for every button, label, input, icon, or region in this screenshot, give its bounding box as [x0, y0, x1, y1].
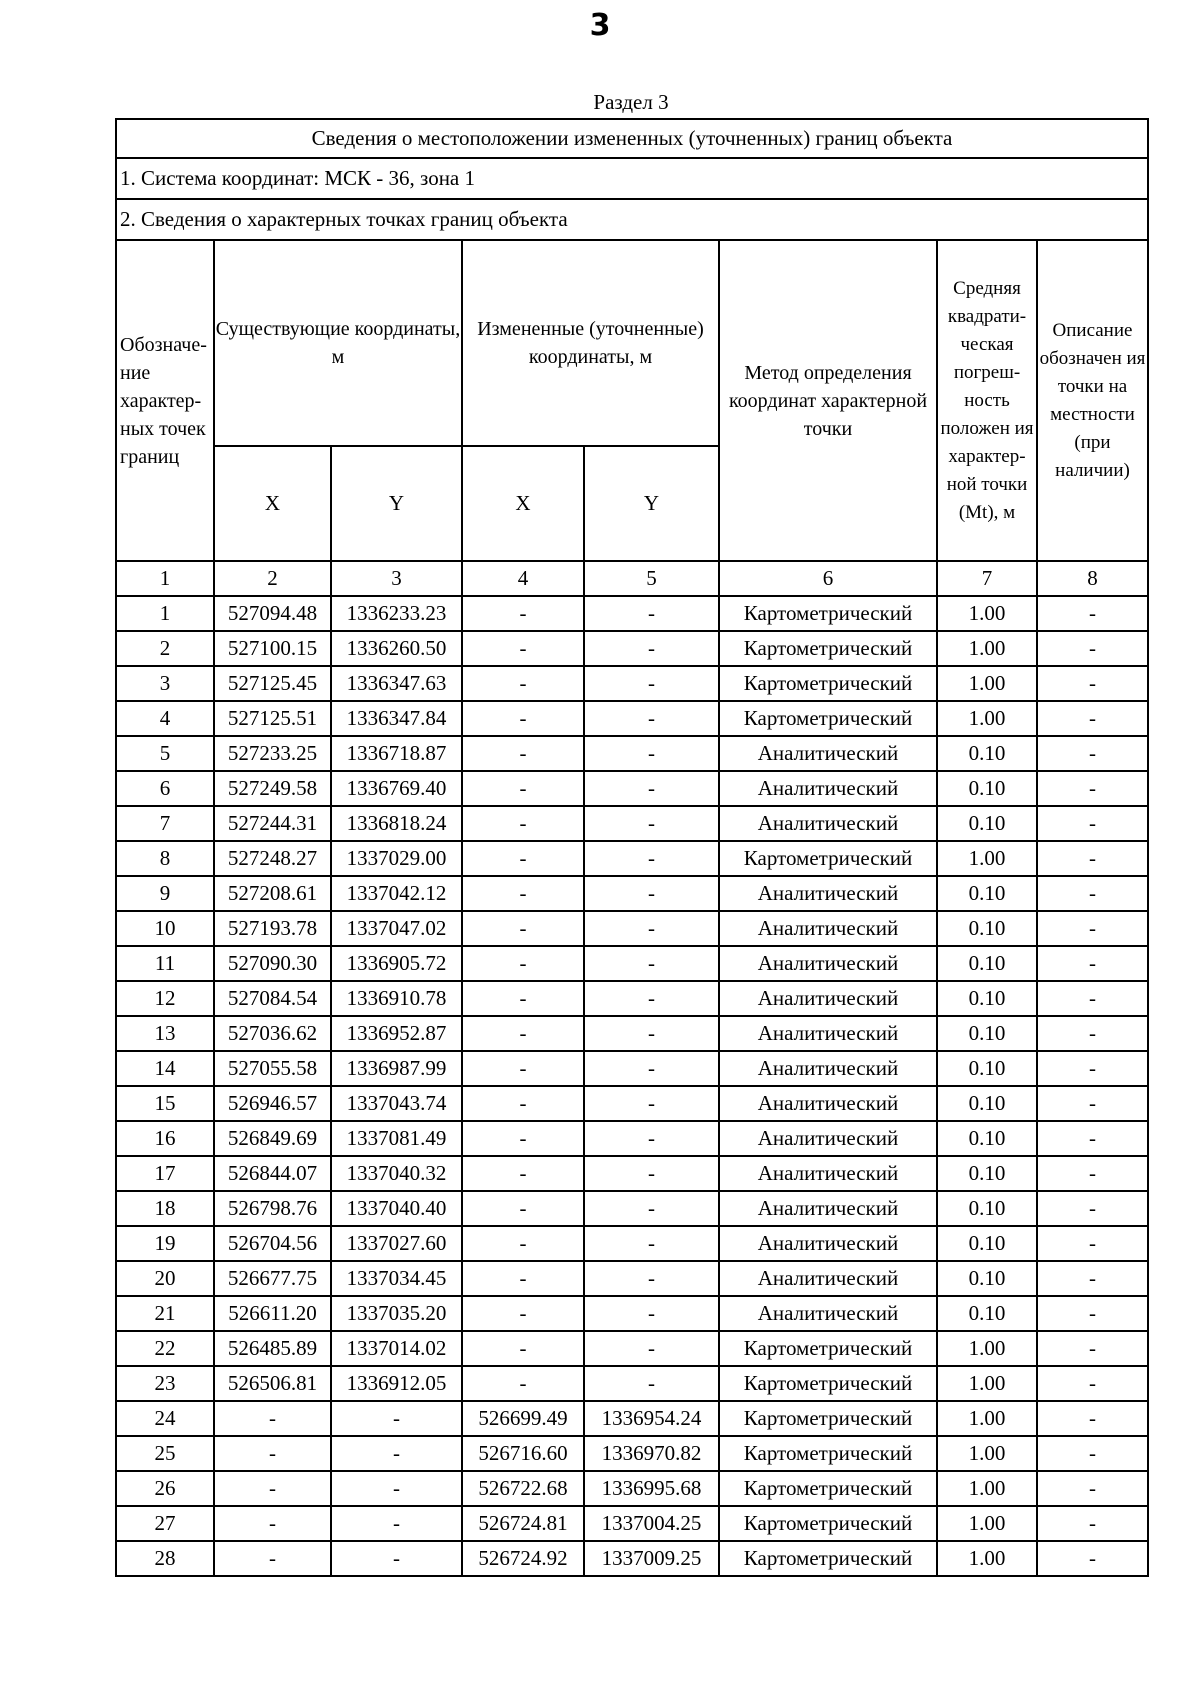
changed-x-cell: 526716.60 [462, 1436, 584, 1471]
changed-y-cell: - [584, 1261, 719, 1296]
rms-error-cell: 0.10 [937, 1261, 1037, 1296]
description-cell: - [1037, 1541, 1148, 1576]
column-number: 4 [462, 561, 584, 596]
rms-error-cell: 0.10 [937, 1226, 1037, 1261]
section-title: Раздел 3 [593, 90, 669, 114]
point-number-cell: 2 [116, 631, 214, 666]
existing-y-cell: 1337042.12 [331, 876, 462, 911]
changed-x-cell: 526724.81 [462, 1506, 584, 1541]
existing-y-cell: 1336347.84 [331, 701, 462, 736]
method-cell: Аналитический [719, 1156, 937, 1191]
changed-x-cell: - [462, 911, 584, 946]
method-cell: Аналитический [719, 736, 937, 771]
table-row [116, 1051, 1148, 1086]
table-row [116, 1401, 1148, 1436]
existing-x-cell: 526485.89 [214, 1331, 331, 1366]
changed-y-cell: - [584, 1086, 719, 1121]
point-number-cell: 5 [116, 736, 214, 771]
changed-x-cell: 526724.92 [462, 1541, 584, 1576]
changed-x-cell: - [462, 1156, 584, 1191]
description-cell: - [1037, 1226, 1148, 1261]
description-cell: - [1037, 1121, 1148, 1156]
rms-error-cell: 0.10 [937, 736, 1037, 771]
existing-x-cell: 526677.75 [214, 1261, 331, 1296]
rms-error-cell: 1.00 [937, 1401, 1037, 1436]
header-designation: Обозначе-ние характер-ных точек границ [116, 240, 214, 561]
table-row [116, 1506, 1148, 1541]
existing-y-cell: 1336952.87 [331, 1016, 462, 1051]
table-row [116, 771, 1148, 806]
method-cell: Аналитический [719, 771, 937, 806]
point-number-cell: 20 [116, 1261, 214, 1296]
existing-x-cell: 527090.30 [214, 946, 331, 981]
table-row [116, 1366, 1148, 1401]
changed-x-cell: - [462, 666, 584, 701]
changed-x-cell: - [462, 1016, 584, 1051]
changed-y-cell: 1337009.25 [584, 1541, 719, 1576]
method-cell: Аналитический [719, 981, 937, 1016]
rms-error-cell: 0.10 [937, 981, 1037, 1016]
method-cell: Аналитический [719, 1191, 937, 1226]
rms-error-cell: 0.10 [937, 1156, 1037, 1191]
existing-x-cell: 527208.61 [214, 876, 331, 911]
changed-y-cell: - [584, 1366, 719, 1401]
point-number-cell: 13 [116, 1016, 214, 1051]
column-number: 1 [116, 561, 214, 596]
existing-x-cell: - [214, 1471, 331, 1506]
description-cell: - [1037, 1016, 1148, 1051]
existing-x-cell: 527248.27 [214, 841, 331, 876]
coordinate-system: 1. Система координат: МСК - 36, зона 1 [116, 158, 1148, 199]
description-cell: - [1037, 1156, 1148, 1191]
point-number-cell: 19 [116, 1226, 214, 1261]
description-cell: - [1037, 806, 1148, 841]
changed-y-cell: - [584, 771, 719, 806]
rms-error-cell: 1.00 [937, 631, 1037, 666]
existing-x-cell: - [214, 1541, 331, 1576]
column-number: 5 [584, 561, 719, 596]
changed-x-cell: - [462, 1261, 584, 1296]
rms-error-cell: 1.00 [937, 1471, 1037, 1506]
method-cell: Картометрический [719, 701, 937, 736]
column-number: 8 [1037, 561, 1148, 596]
existing-y-cell: 1337043.74 [331, 1086, 462, 1121]
existing-x-cell: - [214, 1436, 331, 1471]
point-number-cell: 22 [116, 1331, 214, 1366]
description-cell: - [1037, 981, 1148, 1016]
existing-y-cell: 1336260.50 [331, 631, 462, 666]
rms-error-cell: 0.10 [937, 946, 1037, 981]
rms-error-cell: 0.10 [937, 1121, 1037, 1156]
changed-y-cell: - [584, 1191, 719, 1226]
existing-y-cell: 1337029.00 [331, 841, 462, 876]
existing-x-cell: 527193.78 [214, 911, 331, 946]
rms-error-cell: 0.10 [937, 911, 1037, 946]
rms-error-cell: 0.10 [937, 876, 1037, 911]
point-number-cell: 10 [116, 911, 214, 946]
method-cell: Картометрический [719, 666, 937, 701]
existing-y-cell: 1337040.40 [331, 1191, 462, 1226]
description-cell: - [1037, 1436, 1148, 1471]
existing-x-cell: 526798.76 [214, 1191, 331, 1226]
existing-y-cell: 1337034.45 [331, 1261, 462, 1296]
table-row [116, 911, 1148, 946]
description-cell: - [1037, 1261, 1148, 1296]
existing-y-cell: - [331, 1541, 462, 1576]
rms-error-cell: 0.10 [937, 1296, 1037, 1331]
method-cell: Аналитический [719, 1296, 937, 1331]
table-row [116, 1471, 1148, 1506]
description-cell: - [1037, 1051, 1148, 1086]
table-row [116, 596, 1148, 631]
description-cell: - [1037, 666, 1148, 701]
changed-x-cell: - [462, 1086, 584, 1121]
table-row [116, 1436, 1148, 1471]
description-cell: - [1037, 1506, 1148, 1541]
description-cell: - [1037, 1471, 1148, 1506]
table-row [116, 1331, 1148, 1366]
rms-error-cell: 0.10 [937, 806, 1037, 841]
point-number-cell: 9 [116, 876, 214, 911]
method-cell: Картометрический [719, 1401, 937, 1436]
method-cell: Картометрический [719, 1331, 937, 1366]
point-number-cell: 1 [116, 596, 214, 631]
changed-x-cell: - [462, 946, 584, 981]
point-number-cell: 24 [116, 1401, 214, 1436]
description-cell: - [1037, 1331, 1148, 1366]
existing-y-cell: 1337040.32 [331, 1156, 462, 1191]
table-row [116, 841, 1148, 876]
rms-error-cell: 1.00 [937, 1541, 1037, 1576]
description-cell: - [1037, 1296, 1148, 1331]
table-row [116, 1016, 1148, 1051]
header-description: Описание обозначен ия точки на местности (при наличии) [1037, 240, 1148, 561]
changed-x-cell: - [462, 631, 584, 666]
table-row [116, 1226, 1148, 1261]
existing-x-cell: 527055.58 [214, 1051, 331, 1086]
method-cell: Аналитический [719, 1261, 937, 1296]
existing-x-cell: 526844.07 [214, 1156, 331, 1191]
page-number: 3 [589, 8, 611, 43]
point-number-cell: 4 [116, 701, 214, 736]
description-cell: - [1037, 736, 1148, 771]
existing-x-cell: 527233.25 [214, 736, 331, 771]
table-row [116, 806, 1148, 841]
table-row [116, 1121, 1148, 1156]
header-changed-coords: Измененные (уточненные) координаты, м [462, 240, 719, 446]
point-number-cell: 17 [116, 1156, 214, 1191]
method-cell: Аналитический [719, 911, 937, 946]
description-cell: - [1037, 946, 1148, 981]
table-row [116, 1541, 1148, 1576]
description-cell: - [1037, 876, 1148, 911]
point-number-cell: 12 [116, 981, 214, 1016]
method-cell: Аналитический [719, 1086, 937, 1121]
changed-x-cell: - [462, 1226, 584, 1261]
table-row [116, 701, 1148, 736]
existing-y-cell: - [331, 1401, 462, 1436]
changed-x-cell: 526722.68 [462, 1471, 584, 1506]
description-cell: - [1037, 631, 1148, 666]
point-number-cell: 7 [116, 806, 214, 841]
method-cell: Картометрический [719, 1436, 937, 1471]
changed-y-cell: - [584, 1121, 719, 1156]
description-cell: - [1037, 841, 1148, 876]
existing-x-cell: 527084.54 [214, 981, 331, 1016]
changed-x-cell: - [462, 1331, 584, 1366]
table-row [116, 1156, 1148, 1191]
changed-y-cell: - [584, 806, 719, 841]
method-cell: Аналитический [719, 1121, 937, 1156]
changed-x-cell: - [462, 981, 584, 1016]
method-cell: Картометрический [719, 1471, 937, 1506]
method-cell: Картометрический [719, 841, 937, 876]
method-cell: Картометрический [719, 1366, 937, 1401]
header-existing-coords: Существующие координаты, м [214, 240, 462, 446]
existing-y-cell: 1336718.87 [331, 736, 462, 771]
points-info-heading: 2. Сведения о характерных точках границ объекта [116, 199, 1148, 240]
existing-y-cell: 1337035.20 [331, 1296, 462, 1331]
method-cell: Картометрический [719, 631, 937, 666]
changed-y-cell: - [584, 631, 719, 666]
description-cell: - [1037, 1086, 1148, 1121]
changed-y-cell: - [584, 911, 719, 946]
boundary-points-table [115, 118, 1149, 1577]
changed-y-cell: - [584, 736, 719, 771]
changed-x-cell: - [462, 596, 584, 631]
changed-y-cell: - [584, 876, 719, 911]
existing-y-cell: 1336905.72 [331, 946, 462, 981]
existing-x-cell: 526849.69 [214, 1121, 331, 1156]
header-y-existing: Y [331, 446, 462, 561]
existing-x-cell: 527125.45 [214, 666, 331, 701]
changed-x-cell: - [462, 1191, 584, 1226]
method-cell: Аналитический [719, 1016, 937, 1051]
rms-error-cell: 1.00 [937, 1436, 1037, 1471]
changed-y-cell: - [584, 946, 719, 981]
changed-x-cell: - [462, 1121, 584, 1156]
changed-x-cell: - [462, 701, 584, 736]
column-number-row [116, 561, 1148, 596]
column-number: 3 [331, 561, 462, 596]
method-cell: Аналитический [719, 806, 937, 841]
method-cell: Картометрический [719, 596, 937, 631]
table-row [116, 946, 1148, 981]
changed-x-cell: 526699.49 [462, 1401, 584, 1436]
changed-y-cell: 1336995.68 [584, 1471, 719, 1506]
changed-x-cell: - [462, 876, 584, 911]
existing-x-cell: 527036.62 [214, 1016, 331, 1051]
changed-x-cell: - [462, 736, 584, 771]
existing-y-cell: 1336987.99 [331, 1051, 462, 1086]
description-cell: - [1037, 771, 1148, 806]
point-number-cell: 16 [116, 1121, 214, 1156]
existing-y-cell: 1336233.23 [331, 596, 462, 631]
method-cell: Аналитический [719, 1051, 937, 1086]
rms-error-cell: 0.10 [937, 1016, 1037, 1051]
rms-error-cell: 1.00 [937, 1506, 1037, 1541]
header-x-changed: X [462, 446, 584, 561]
changed-y-cell: - [584, 596, 719, 631]
existing-y-cell: 1336912.05 [331, 1366, 462, 1401]
existing-x-cell: 526704.56 [214, 1226, 331, 1261]
changed-x-cell: - [462, 1366, 584, 1401]
table-row [116, 631, 1148, 666]
point-number-cell: 26 [116, 1471, 214, 1506]
existing-y-cell: - [331, 1471, 462, 1506]
existing-x-cell: 527100.15 [214, 631, 331, 666]
point-number-cell: 21 [116, 1296, 214, 1331]
changed-x-cell: - [462, 806, 584, 841]
existing-x-cell: 526506.81 [214, 1366, 331, 1401]
existing-y-cell: 1337081.49 [331, 1121, 462, 1156]
changed-y-cell: - [584, 1331, 719, 1366]
existing-y-cell: 1337047.02 [331, 911, 462, 946]
changed-y-cell: - [584, 981, 719, 1016]
description-cell: - [1037, 1191, 1148, 1226]
table-row [116, 736, 1148, 771]
point-number-cell: 14 [116, 1051, 214, 1086]
table-row [116, 981, 1148, 1016]
table-title: Сведения о местоположении измененных (уточненных) границ объекта [116, 119, 1148, 158]
table-row [116, 666, 1148, 701]
changed-y-cell: 1337004.25 [584, 1506, 719, 1541]
point-number-cell: 11 [116, 946, 214, 981]
changed-x-cell: - [462, 1051, 584, 1086]
column-number: 2 [214, 561, 331, 596]
existing-x-cell: - [214, 1506, 331, 1541]
existing-y-cell: - [331, 1436, 462, 1471]
existing-y-cell: 1336818.24 [331, 806, 462, 841]
method-cell: Аналитический [719, 876, 937, 911]
changed-y-cell: - [584, 1226, 719, 1261]
rms-error-cell: 1.00 [937, 1366, 1037, 1401]
existing-x-cell: 526611.20 [214, 1296, 331, 1331]
existing-x-cell: 527244.31 [214, 806, 331, 841]
rms-error-cell: 1.00 [937, 596, 1037, 631]
description-cell: - [1037, 596, 1148, 631]
rms-error-cell: 1.00 [937, 666, 1037, 701]
description-cell: - [1037, 701, 1148, 736]
table-row [116, 876, 1148, 911]
changed-y-cell: - [584, 1156, 719, 1191]
changed-y-cell: 1336970.82 [584, 1436, 719, 1471]
rms-error-cell: 0.10 [937, 1086, 1037, 1121]
description-cell: - [1037, 911, 1148, 946]
header-x-existing: X [214, 446, 331, 561]
existing-y-cell: 1336347.63 [331, 666, 462, 701]
point-number-cell: 8 [116, 841, 214, 876]
point-number-cell: 23 [116, 1366, 214, 1401]
rms-error-cell: 0.10 [937, 1051, 1037, 1086]
changed-y-cell: - [584, 1016, 719, 1051]
column-number: 7 [937, 561, 1037, 596]
description-cell: - [1037, 1401, 1148, 1436]
rms-error-cell: 0.10 [937, 1191, 1037, 1226]
changed-y-cell: - [584, 701, 719, 736]
point-number-cell: 25 [116, 1436, 214, 1471]
existing-y-cell: 1336910.78 [331, 981, 462, 1016]
header-method: Метод определения координат характерной точки [719, 240, 937, 561]
point-number-cell: 15 [116, 1086, 214, 1121]
rms-error-cell: 1.00 [937, 841, 1037, 876]
column-number: 6 [719, 561, 937, 596]
changed-x-cell: - [462, 1296, 584, 1331]
table-row [116, 1296, 1148, 1331]
changed-y-cell: - [584, 666, 719, 701]
point-number-cell: 18 [116, 1191, 214, 1226]
point-number-cell: 3 [116, 666, 214, 701]
description-cell: - [1037, 1366, 1148, 1401]
method-cell: Картометрический [719, 1506, 937, 1541]
header-rms-error: Средняя квадрати-ческая погреш-ность положен ия характер-ной точки (Mt), м [937, 240, 1037, 561]
changed-y-cell: 1336954.24 [584, 1401, 719, 1436]
point-number-cell: 28 [116, 1541, 214, 1576]
existing-x-cell: 527125.51 [214, 701, 331, 736]
method-cell: Картометрический [719, 1541, 937, 1576]
changed-y-cell: - [584, 841, 719, 876]
point-number-cell: 27 [116, 1506, 214, 1541]
table-row [116, 1191, 1148, 1226]
method-cell: Аналитический [719, 946, 937, 981]
point-number-cell: 6 [116, 771, 214, 806]
existing-x-cell: - [214, 1401, 331, 1436]
existing-y-cell: 1336769.40 [331, 771, 462, 806]
table-row [116, 1261, 1148, 1296]
table-row [116, 1086, 1148, 1121]
changed-y-cell: - [584, 1051, 719, 1086]
changed-y-cell: - [584, 1296, 719, 1331]
existing-y-cell: 1337014.02 [331, 1331, 462, 1366]
rms-error-cell: 0.10 [937, 771, 1037, 806]
existing-x-cell: 527094.48 [214, 596, 331, 631]
changed-x-cell: - [462, 841, 584, 876]
rms-error-cell: 1.00 [937, 1331, 1037, 1366]
existing-y-cell: 1337027.60 [331, 1226, 462, 1261]
existing-y-cell: - [331, 1506, 462, 1541]
existing-x-cell: 527249.58 [214, 771, 331, 806]
method-cell: Аналитический [719, 1226, 937, 1261]
header-y-changed: Y [584, 446, 719, 561]
existing-x-cell: 526946.57 [214, 1086, 331, 1121]
rms-error-cell: 1.00 [937, 701, 1037, 736]
changed-x-cell: - [462, 771, 584, 806]
